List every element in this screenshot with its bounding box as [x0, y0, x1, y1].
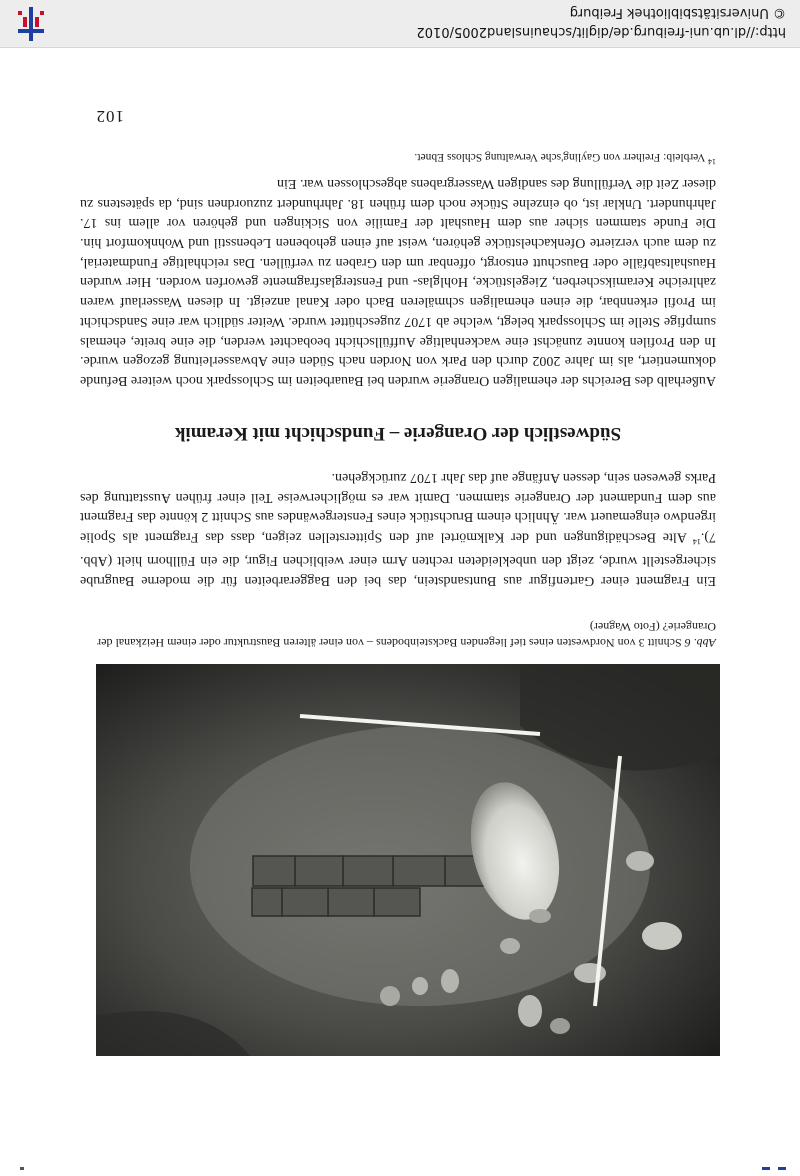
edge-mark	[20, 1167, 24, 1170]
figure-caption-text: Schnitt 3 von Nordwesten eines tief liegenden Backsteinbodens – von einer älteren Baustruktur oder einem Heizkanal der Orangerie? (Foto Wagner)	[97, 620, 716, 650]
page-number: 102	[95, 107, 124, 126]
copyright-text: © Universitätsbibliothek Freiburg	[569, 5, 786, 20]
body-paragraph-before-heading	[80, 467, 716, 590]
figure-label: Abb. 6	[684, 636, 716, 650]
footnote	[76, 151, 716, 166]
paragraph-text-part-1: Ein Fragment einer Gartenfigur aus Buntsandstein, das bei den Baggerarbeiten für die moderne Baugrube sichergestellt wurde, zeigt den unbekleideten rechten Arm einer weiblichen Figur, die ein Füllhorn hielt (Abb. 7).	[80, 528, 716, 588]
inline-footnote-marker: 14	[692, 536, 701, 546]
footer-bar	[0, 0, 800, 48]
paragraph-text-part-2: Alte Beschädigungen und der Kalkmörtel auf den Spitterstellen zeigen, dass das Fragment als Spolie irgendwo eingemauert war. Ähnlich einem Bruchstück eines Fenstergewändes aus Schnitt 2 könnte das Fragment aus dem Fundament der Orangerie stammen. Damit war es möglicherweise Teil einer frühen Ausstattung des Parks gewesen sein, dessen Anfänge auf das Jahr 1707 zurückgehen.	[80, 469, 716, 544]
edge-mark	[778, 1167, 786, 1170]
footnote-text: Verbleib: Freiherr von Gayling'sche Verwaltung Schloss Ebnet.	[414, 151, 706, 164]
figure-caption	[80, 619, 716, 651]
body-paragraph-after-heading: Außerhalb des Bereichs der ehemaligen Orangerie wurden bei Bauarbeiten im Schlosspark noch weitere Befunde dokumentiert, als im Jahre 2002 durch den Park von Norden nach Süden eine Abwasserleitung gezogen wurde. In den Profilen konnte zunächst eine wackenhaltige Auffüllschicht beobachtet werden, die eine breite, ehemals sumpfige Stelle im Schlosspark belegt, welche ab 1707 zugeschüttet wurde. Weiter südlich war eine Sandschicht im Profil erkennbar, die einen ehemaligen schmäleren Bach oder Kanal anzeigt. In diesen Wasserlauf waren zahlreiche Keramikscherben, Ziegelstücke, Hohlglas- und Fensterglasfragmente geworfen worden. Hier wurden Haushaltsabfälle oder Bauschutt entsorgt, offenbar um den Graben zu verfüllen. Das reichhaltige Fundmaterial, zu dem auch verzierte Ofenkachelstücke gehören, weist auf einen gehobenen Lebensstil und Wohnkomfort hin. Die Funde stammen sicher aus dem Haushalt der Familie von Sickingen und gehören vor allem ins 17. Jahrhundert. Unklar ist, ob einzelne Stücke noch dem frühen 18. Jahrhundert zuzuordnen sind, da spätestens zu dieser Zeit die Verfüllung des sandigen Wassergrabens abgeschlossen war. Ein	[80, 175, 716, 388]
ub-freiburg-logo-icon	[14, 7, 48, 41]
section-heading: Südwestlich der Orangerie – Fundschicht mit Keramik	[174, 423, 622, 444]
excavation-photo	[96, 664, 720, 1056]
edge-mark	[762, 1167, 770, 1170]
footnote-marker: 14	[708, 157, 716, 166]
source-url-link[interactable]: http://dl.ub.uni-freiburg.de/diglit/schauinsland2005/0102	[416, 24, 786, 39]
